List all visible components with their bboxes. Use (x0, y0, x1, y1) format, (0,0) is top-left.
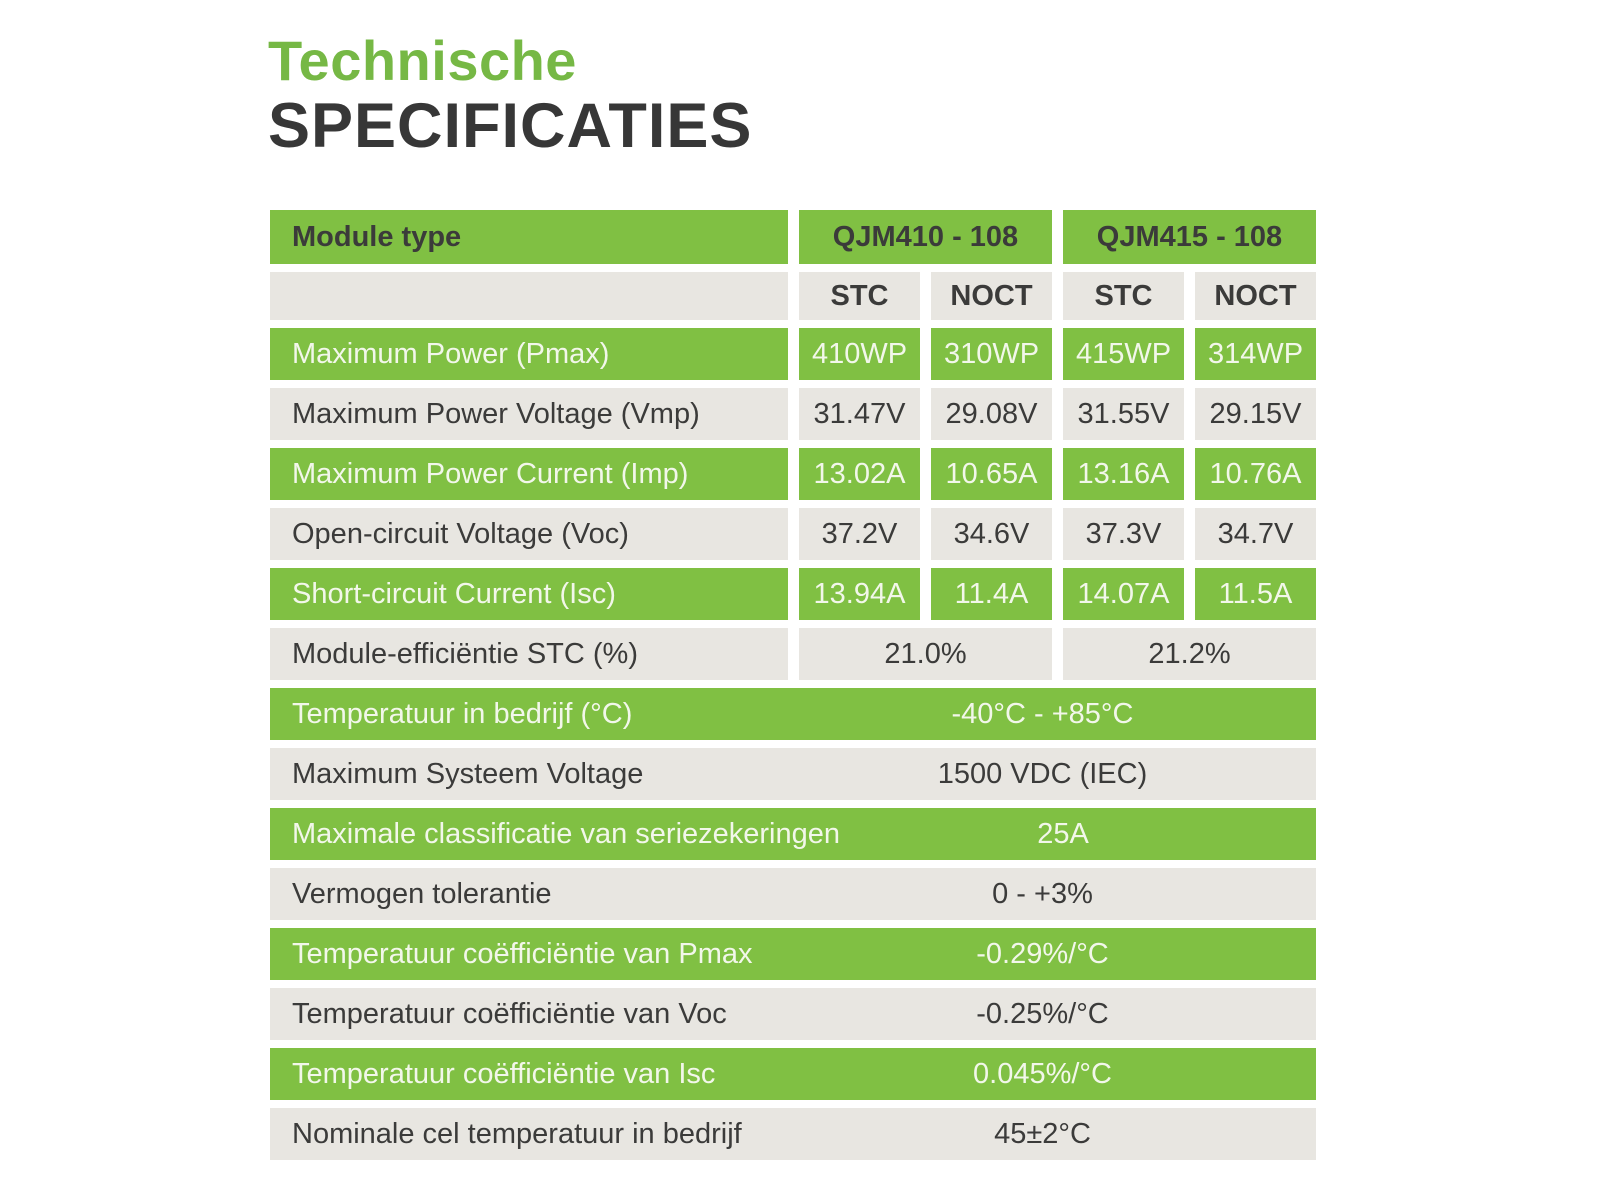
subheader-noct-1: NOCT (931, 272, 1052, 320)
row-label: Temperatuur coëfficiëntie van Isc (292, 1057, 716, 1090)
value-cell-r2-c2: 13.16A (1063, 448, 1184, 500)
spec-row (270, 868, 1316, 920)
row-label: Nominale cel temperatuur in bedrijf (292, 1117, 742, 1150)
value-cell-r5-c1: 21.2% (1063, 628, 1316, 680)
value-cell-r2-c3: 10.76A (1195, 448, 1316, 500)
spec-row (270, 748, 1316, 800)
title-line-2: SPECIFICATIES (268, 91, 753, 161)
row-label: Temperatuur in bedrijf (°C) (292, 697, 633, 730)
row-label: Maximum Power (Pmax) (270, 328, 788, 380)
spec-row (270, 988, 1316, 1040)
subheader-stc-1: STC (799, 272, 920, 320)
subheader-empty-cell (270, 272, 788, 320)
spec-row (270, 808, 1316, 860)
value-cell-r3-c3: 34.7V (1195, 508, 1316, 560)
value-cell-r1-c0: 31.47V (799, 388, 920, 440)
spec-table (270, 210, 1316, 1160)
value-cell-r0-c2: 415WP (1063, 328, 1184, 380)
value-cell-r1-c3: 29.15V (1195, 388, 1316, 440)
value-cell-r5-c0: 21.0% (799, 628, 1052, 680)
value-cell-r3-c2: 37.3V (1063, 508, 1184, 560)
row-label: Maximum Systeem Voltage (292, 757, 644, 790)
value-cell-r1-c1: 29.08V (931, 388, 1052, 440)
spec-row (270, 928, 1316, 980)
value-cell-r7: 1500 VDC (IEC) (937, 757, 1148, 790)
spec-row (270, 1108, 1316, 1160)
header-module-type: Module type (270, 210, 788, 264)
spec-row (270, 688, 1316, 740)
title-line-1: Technische (268, 29, 577, 92)
value-cell-r12: 0.045%/°C (973, 1057, 1112, 1090)
value-cell-r6: -40°C - +85°C (951, 697, 1134, 730)
value-cell-r8: 25A (1037, 817, 1089, 850)
row-label: Module-efficiëntie STC (%) (270, 628, 788, 680)
row-label: Maximale classificatie van seriezekeringen (292, 817, 841, 850)
spec-row (270, 1048, 1316, 1100)
page-title (268, 29, 753, 161)
value-cell-r4-c0: 13.94A (799, 568, 920, 620)
value-cell-r0-c3: 314WP (1195, 328, 1316, 380)
value-cell-r11: -0.25%/°C (976, 997, 1109, 1030)
header-model-qjm415-108: QJM415 - 108 (1063, 210, 1316, 264)
value-cell-r4-c1: 11.4A (931, 568, 1052, 620)
header-model-qjm410-108: QJM410 - 108 (799, 210, 1052, 264)
value-cell-r9: 0 - +3% (992, 877, 1093, 910)
value-cell-r13: 45±2°C (994, 1117, 1091, 1150)
row-label: Vermogen tolerantie (292, 877, 552, 910)
row-label: Open-circuit Voltage (Voc) (270, 508, 788, 560)
row-label: Maximum Power Voltage (Vmp) (270, 388, 788, 440)
value-cell-r4-c2: 14.07A (1063, 568, 1184, 620)
value-cell-r4-c3: 11.5A (1195, 568, 1316, 620)
subheader-noct-2: NOCT (1195, 272, 1316, 320)
value-cell-r0-c0: 410WP (799, 328, 920, 380)
row-label: Short-circuit Current (Isc) (270, 568, 788, 620)
value-cell-r1-c2: 31.55V (1063, 388, 1184, 440)
value-cell-r3-c1: 34.6V (931, 508, 1052, 560)
subheader-stc-2: STC (1063, 272, 1184, 320)
value-cell-r3-c0: 37.2V (799, 508, 920, 560)
value-cell-r0-c1: 310WP (931, 328, 1052, 380)
row-label: Temperatuur coëfficiëntie van Pmax (292, 937, 753, 970)
value-cell-r10: -0.29%/°C (976, 937, 1109, 970)
value-cell-r2-c1: 10.65A (931, 448, 1052, 500)
value-cell-r2-c0: 13.02A (799, 448, 920, 500)
row-label: Maximum Power Current (Imp) (270, 448, 788, 500)
row-label: Temperatuur coëfficiëntie van Voc (292, 997, 727, 1030)
